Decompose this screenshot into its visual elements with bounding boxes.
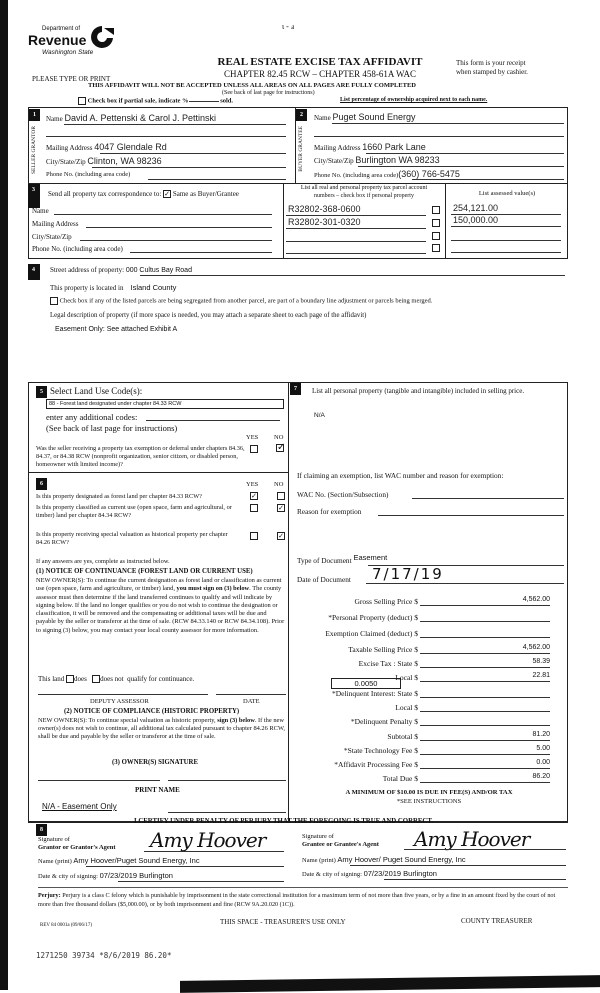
cashier-stamp: 1271250 39734 *8/6/2019 86.20* bbox=[36, 951, 172, 960]
label: Street address of property: bbox=[50, 266, 125, 274]
grantee-print-name[interactable]: Amy Hoover/ Puget Sound Energy, Inc bbox=[337, 855, 466, 864]
wac-label: WAC No. (Section/Subsection) bbox=[297, 490, 389, 499]
label: Mailing Address bbox=[314, 144, 361, 152]
grantee-signature[interactable]: Amy Hoover bbox=[414, 827, 530, 851]
q-exemption-no-checkbox[interactable]: ✓ bbox=[277, 442, 286, 454]
yes-header: YES bbox=[246, 481, 259, 488]
legal-description[interactable]: Easement Only: See attached Exhibit A bbox=[55, 326, 178, 333]
label: This property is located in bbox=[50, 284, 124, 292]
q-forest-no-checkbox[interactable] bbox=[277, 492, 285, 500]
sec3-name-field[interactable] bbox=[54, 214, 272, 215]
scan-edge bbox=[180, 975, 600, 993]
personal-property-title: List all personal property (tangible and intangible) included in selling price. bbox=[312, 387, 525, 395]
text: Perjury: bbox=[38, 892, 61, 899]
grantor-name-row bbox=[38, 856, 200, 865]
receipt-note-1: This form is your receipt bbox=[456, 59, 526, 67]
fee-value[interactable] bbox=[420, 716, 550, 726]
sec3-phone-field[interactable] bbox=[130, 252, 272, 253]
seller-city[interactable]: Clinton, WA 98236 bbox=[87, 156, 162, 166]
list-pct: List percentage of ownership acquired next to each name. bbox=[340, 97, 488, 103]
label: This land bbox=[38, 675, 65, 683]
segregated-row bbox=[50, 297, 432, 305]
see-instructions-note: *SEE INSTRUCTIONS bbox=[396, 798, 462, 805]
reason-field[interactable] bbox=[378, 515, 564, 516]
grantee-name-row bbox=[302, 855, 466, 864]
doc-type[interactable]: Easement bbox=[353, 553, 388, 562]
fee-label: Local $ bbox=[395, 673, 418, 682]
doc-date-label: Date of Document bbox=[297, 575, 351, 584]
section-7-number: 7 bbox=[290, 383, 301, 395]
personal-property-checkbox[interactable] bbox=[432, 219, 440, 227]
seller-address[interactable]: 4047 Glendale Rd bbox=[94, 142, 167, 152]
text: sign (3) below bbox=[217, 717, 255, 724]
local-rate-field[interactable]: 0.0050 bbox=[331, 678, 401, 689]
q-forest-yes-checkbox[interactable]: ✓ bbox=[251, 492, 257, 501]
fee-label: Subtotal $ bbox=[387, 732, 418, 741]
assessed-header: List assessed value(s) bbox=[478, 190, 536, 197]
seller-side-label: SELLER GRANTOR bbox=[31, 126, 37, 175]
segregated-checkbox[interactable] bbox=[50, 297, 58, 305]
fee-value[interactable]: 5.00 bbox=[420, 745, 550, 755]
fee-value[interactable]: 58.39 bbox=[420, 658, 550, 668]
fee-label: Exemption Claimed (deduct) $ bbox=[325, 629, 418, 638]
section-3-number: 3 bbox=[28, 184, 39, 196]
label: Date & city of signing: bbox=[302, 871, 362, 878]
if-yes-note: If any answers are yes, complete as instructed below. bbox=[36, 558, 170, 565]
label: Name bbox=[46, 115, 63, 123]
send-row bbox=[48, 190, 239, 198]
label: Signature of bbox=[302, 833, 334, 840]
fee-label: *Affidavit Processing Fee $ bbox=[334, 760, 418, 769]
buyer-phone-row bbox=[314, 169, 460, 179]
label: qualify for continuance. bbox=[127, 675, 195, 683]
personal-property-checkbox[interactable] bbox=[432, 232, 440, 240]
fee-value[interactable]: 22.81 bbox=[420, 672, 550, 682]
buyer-addr-row bbox=[314, 142, 426, 152]
assessed-value[interactable]: 254,121.00 bbox=[453, 203, 499, 213]
q-historic-no-checkbox[interactable]: ✓ bbox=[278, 532, 284, 541]
see-back: (See back of last page for instructions) bbox=[222, 90, 315, 96]
seller-name[interactable]: David A. Pettenski & Carol J. Pettinski bbox=[64, 113, 217, 123]
text: you must sign on (3) below bbox=[176, 585, 250, 593]
logo-dept: Department of bbox=[42, 26, 81, 32]
land-use-code-field[interactable]: 88 - Forest land designated under chapter 84.33 RCW bbox=[46, 399, 284, 409]
grantee-agent-label: Grantee or Grantee's Agent bbox=[302, 841, 379, 848]
doc-date[interactable]: 7/17/19 bbox=[372, 565, 444, 583]
county-row bbox=[50, 283, 176, 292]
certify-statement: I CERTIFY UNDER PENALTY OF PERJURY THAT THE FOREGOING IS TRUE AND CORRECT. bbox=[134, 818, 434, 825]
text: NEW OWNER(S): To continue the current designation as forest land or classification as current use (open space, farm and agriculture, or timber) land, bbox=[36, 577, 282, 593]
label: Date & city of signing: bbox=[38, 873, 98, 880]
scan-edge bbox=[0, 0, 8, 990]
section-1-number: 1 bbox=[29, 109, 40, 121]
q-exemption-yes-checkbox[interactable] bbox=[250, 445, 258, 453]
owner-signature-label: (3) OWNER(S) SIGNATURE bbox=[112, 759, 198, 766]
deputy-date[interactable] bbox=[216, 694, 286, 695]
sec3-addr-label: Mailing Address bbox=[32, 220, 79, 228]
parcel-header-2: numbers – check box if personal property bbox=[314, 193, 414, 199]
fee-label: Gross Selling Price $ bbox=[354, 597, 418, 606]
assessed-value[interactable]: 150,000.00 bbox=[453, 215, 499, 225]
warning: THIS AFFIDAVIT WILL NOT BE ACCEPTED UNLESS ALL AREAS ON ALL PAGES ARE FULLY COMPLETED bbox=[88, 82, 416, 89]
fee-label: *Personal Property (deduct) $ bbox=[328, 613, 418, 622]
logo-revenue: Revenue bbox=[28, 32, 87, 48]
sec3-name-label: Name bbox=[32, 207, 49, 215]
forest-land-question: Is this property designated as forest land per chapter 84.33 RCW? bbox=[36, 493, 202, 500]
fee-value[interactable] bbox=[420, 702, 550, 712]
continuance-row bbox=[38, 675, 194, 683]
property-county[interactable]: Island County bbox=[130, 283, 177, 292]
fee-value[interactable]: 0.00 bbox=[420, 759, 550, 769]
text: . If the new owner(s) does not wish to continue, all additional tax calculated pursuant to chapter 84.26 RCW, shall be due and payable by the seller or transferor at the time of sale. bbox=[38, 717, 285, 740]
q-historic-yes-checkbox[interactable] bbox=[250, 532, 258, 540]
buyer-city-row bbox=[314, 155, 440, 165]
fee-value[interactable]: 81.20 bbox=[420, 731, 550, 741]
sec3-city-label: City/State/Zip bbox=[32, 233, 72, 241]
treasurer-use-label: THIS SPACE - TREASURER'S USE ONLY bbox=[220, 918, 346, 926]
fee-label: *Delinquent Penalty $ bbox=[350, 717, 418, 726]
legal-description-label: Legal description of property (if more space is needed, you may attach a separate sheet to each page of the affidavit) bbox=[50, 312, 367, 319]
yes-header: YES bbox=[246, 434, 259, 441]
section-5-number: 5 bbox=[36, 386, 47, 398]
owner-print-name[interactable]: N/A - Easement Only bbox=[42, 802, 117, 811]
fee-value[interactable] bbox=[420, 612, 550, 622]
label: Signature of bbox=[38, 836, 70, 843]
minimum-due-note: A MINIMUM OF $10.00 IS DUE IN FEE(S) AND/OR TAX bbox=[345, 789, 513, 796]
partial-label: Check box if partial sale, indicate % bbox=[87, 97, 189, 105]
label: Same as Buyer/Grantee bbox=[172, 190, 239, 198]
label: Send all property tax correspondence to: bbox=[48, 190, 162, 198]
section-2-number: 2 bbox=[296, 109, 307, 121]
form-chapter: CHAPTER 82.45 RCW – CHAPTER 458-61A WAC bbox=[224, 69, 416, 79]
top-marks: ι - ⅎ bbox=[282, 22, 295, 31]
fee-value[interactable]: 86.20 bbox=[420, 773, 550, 783]
logo-state: Washington State bbox=[42, 49, 94, 56]
street-row bbox=[50, 266, 192, 274]
please-type: PLEASE TYPE OR PRINT bbox=[32, 75, 111, 83]
fee-value[interactable]: 4,562.00 bbox=[420, 596, 550, 606]
sec3-city-field[interactable] bbox=[80, 240, 272, 241]
grantor-signature[interactable]: Amy Hoover bbox=[150, 828, 266, 852]
fee-label: Total Due $ bbox=[382, 774, 418, 783]
partial-sale bbox=[78, 97, 233, 105]
section-6-number: 6 bbox=[36, 478, 47, 490]
buyer-phone[interactable]: (360) 766-5475 bbox=[398, 169, 460, 179]
grantor-print-name[interactable]: Amy Hoover/Puget Sound Energy, Inc bbox=[73, 856, 200, 865]
q-current-use-no-checkbox[interactable]: ✓ bbox=[278, 504, 284, 513]
exemption-instruction: If claiming an exemption, list WAC number and reason for exemption: bbox=[297, 471, 504, 480]
county-treasurer-label: COUNTY TREASURER bbox=[461, 917, 533, 925]
perjury-notice bbox=[38, 891, 566, 909]
wac-field[interactable] bbox=[412, 498, 564, 499]
owner-signature-field[interactable] bbox=[38, 780, 160, 781]
section-4-number: 4 bbox=[28, 264, 39, 276]
seller-addr-row bbox=[46, 142, 167, 152]
label: City/State/Zip bbox=[46, 158, 86, 166]
grantee-date-row bbox=[302, 869, 437, 878]
notice-continuance-text bbox=[36, 577, 286, 635]
parcel-header-1: List all real and personal property tax parcel account bbox=[300, 185, 428, 191]
fee-value[interactable] bbox=[420, 688, 550, 698]
sec3-addr-field[interactable] bbox=[86, 227, 272, 228]
label: Name (print) bbox=[302, 857, 336, 864]
label: Mailing Address bbox=[46, 144, 93, 152]
fee-label: *Delinquent Interest: State $ bbox=[331, 689, 418, 698]
land-use-title: Select Land Use Code(s): bbox=[50, 386, 143, 396]
grantor-date-row bbox=[38, 871, 173, 880]
fee-value[interactable] bbox=[420, 628, 550, 638]
fee-label: Taxable Selling Price $ bbox=[348, 645, 418, 654]
fee-label: Excise Tax : State $ bbox=[358, 659, 418, 668]
no-header: NO bbox=[274, 434, 284, 441]
notice-continuance-title: (1) NOTICE OF CONTINUANCE (FOREST LAND OR CURRENT USE) bbox=[36, 568, 253, 575]
partial-sale-checkbox[interactable] bbox=[78, 97, 86, 105]
q-current-use-yes-checkbox[interactable] bbox=[250, 504, 258, 512]
exemption-question: Was the seller receiving a property tax exemption or deferral under chapters 84.36, 84.37, or 84.38 RCW (nonprofit organization, senior citizen, or disabled person, homeowner with limited income)? bbox=[36, 445, 245, 468]
fee-value[interactable]: 4,562.00 bbox=[420, 644, 550, 654]
does-checkbox[interactable] bbox=[66, 675, 74, 683]
additional-codes-label: enter any additional codes: bbox=[46, 412, 138, 422]
label: City/State/Zip bbox=[314, 157, 354, 165]
section-8-number: 8 bbox=[36, 824, 47, 836]
print-name-label: PRINT NAME bbox=[135, 786, 180, 794]
buyer-name[interactable]: Puget Sound Energy bbox=[332, 112, 416, 122]
label: does not bbox=[100, 675, 124, 683]
personal-property-checkbox[interactable] bbox=[432, 206, 440, 214]
dor-logo bbox=[28, 26, 118, 66]
label: Name bbox=[314, 114, 331, 122]
seller-phone-label: Phone No. (including area code) bbox=[46, 171, 131, 178]
label: Phone No. (including area code) bbox=[314, 172, 399, 179]
no-header: NO bbox=[274, 481, 284, 488]
dor-logo-icon bbox=[88, 24, 116, 50]
does-not-checkbox[interactable] bbox=[92, 675, 100, 683]
notice-compliance-title: (2) NOTICE OF COMPLIANCE (HISTORIC PROPERTY) bbox=[64, 708, 240, 715]
doc-type-row bbox=[297, 553, 388, 565]
label: Type of Document bbox=[297, 556, 352, 565]
owner-signature-field[interactable] bbox=[168, 780, 286, 781]
text: Perjury is a class C felony which is punishable by imprisonment in the state correctional institution for a maximum term of not more than five years, or by a fine in an amount fixed by the court of not more than five thousand dollars ($5,000.00), or by both imprisonment and fine (RCW 9A.20.020 (1C)). bbox=[38, 892, 556, 908]
form-title: REAL ESTATE EXCISE TAX AFFIDAVIT bbox=[217, 56, 423, 68]
deputy-assessor-signature[interactable] bbox=[38, 694, 208, 695]
grantee-date-city[interactable]: 07/23/2019 Burlington bbox=[363, 869, 437, 878]
buyer-name-row bbox=[314, 112, 416, 122]
receipt-note-2: when stamped by cashier. bbox=[456, 68, 528, 76]
parcel-number[interactable]: R32802-368-0600 bbox=[288, 204, 361, 214]
buyer-city[interactable]: Burlington WA 98233 bbox=[355, 155, 440, 165]
grantor-agent-label: Grantor or Grantor's Agent bbox=[38, 844, 116, 851]
personal-property-value[interactable]: N/A bbox=[314, 412, 325, 419]
label: Name (print) bbox=[38, 858, 72, 865]
current-use-question: Is this property classified as current use (open space, farm and agricultural, or timber) land per chapter 84.34 RCW? bbox=[36, 504, 232, 519]
notice-compliance-text bbox=[38, 717, 288, 741]
seller-name-row bbox=[46, 113, 216, 123]
parcel-number[interactable]: R32802-301-0320 bbox=[288, 217, 361, 227]
text: NEW OWNER(S): To continue special valuation as historic property, bbox=[38, 717, 218, 724]
additional-codes-field[interactable] bbox=[146, 420, 280, 421]
label: does bbox=[74, 675, 87, 683]
see-back-5: (See back of last page for instructions) bbox=[46, 423, 178, 433]
deputy-assessor-label: DEPUTY ASSESSOR bbox=[90, 698, 149, 705]
label: Check box if any of the listed parcels are being segregated from another parcel, are part of a boundary line adjustment or parcels being merged. bbox=[59, 297, 433, 305]
seller-city-row bbox=[46, 156, 162, 166]
sold-label: sold. bbox=[220, 97, 234, 105]
text: . The county assessor must then determine if the land transferred continues to qualify and will indicate by signing below. If the land no longer qualifies or you do not wish to continue the designation or classification, it will be removed and the compensating or additional taxes will be due and payable by the seller or transferor at the time of sale. (RCW 84.33.140 or RCW 84.34.108). Prior to signing (3) below, you may contact your local county assessor for more information. bbox=[36, 585, 285, 634]
fee-label: *State Technology Fee $ bbox=[343, 746, 418, 755]
grantor-date-city[interactable]: 07/23/2019 Burlington bbox=[99, 871, 173, 880]
personal-property-checkbox[interactable] bbox=[432, 244, 440, 252]
reason-label: Reason for exemption bbox=[297, 507, 362, 516]
historic-question: Is this property receiving special valuation as historical property per chapter 84.26 RCW? bbox=[36, 531, 228, 546]
form-revision: REV 84 0001a (09/06/17) bbox=[40, 923, 92, 928]
property-street[interactable]: 000 Cultus Bay Road bbox=[125, 267, 192, 274]
seller-phone-field[interactable] bbox=[148, 179, 286, 180]
buyer-side-label: BUYER GRANTEE bbox=[298, 126, 304, 172]
fee-label: Local $ bbox=[395, 703, 418, 712]
same-as-buyer-checkbox[interactable]: ✓ bbox=[164, 190, 171, 199]
buyer-address[interactable]: 1660 Park Lane bbox=[362, 142, 426, 152]
sec3-phone-label: Phone No. (including area code) bbox=[32, 245, 123, 253]
date-label: DATE bbox=[243, 698, 260, 705]
